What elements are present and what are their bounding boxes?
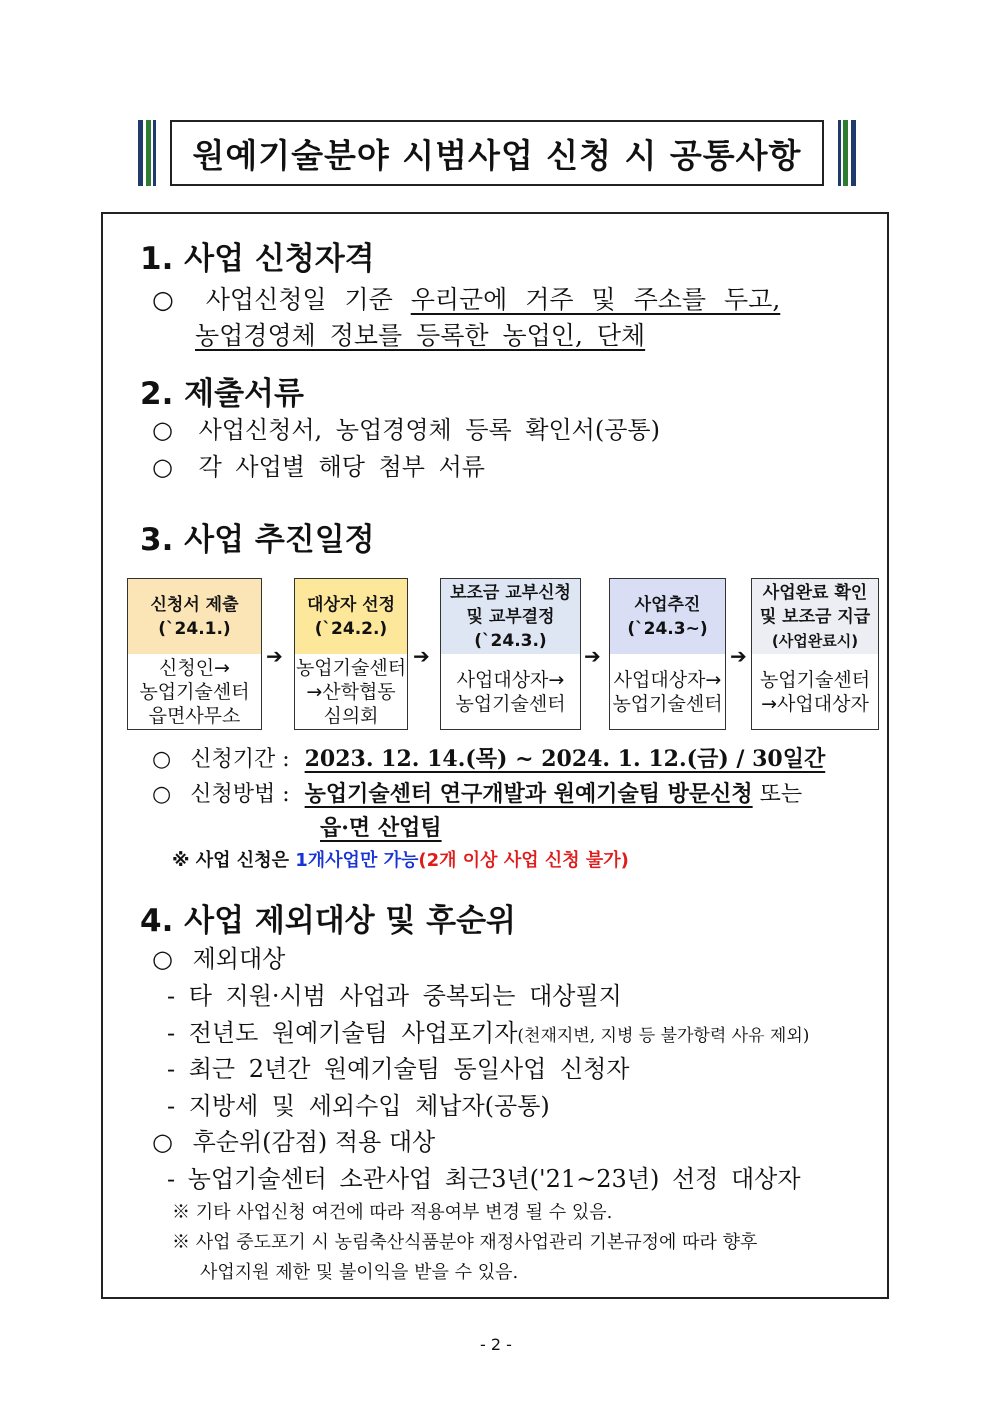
period-line: [152, 742, 825, 773]
s4-ex3: - 최근 2년간 원예기술팀 동일사업 신청자: [167, 1055, 630, 1083]
s2-item1: [152, 410, 660, 445]
flow-step-3-date: (`24.3.): [474, 630, 547, 651]
bullet-icon: ○: [152, 1128, 173, 1156]
s4-sub1-text: 제외대상: [192, 945, 286, 973]
s4-ex2-note: (천재지변, 지병 등 불가항력 사유 제외): [517, 1026, 810, 1046]
s4-sub2-text: 후순위(감점) 적용 대상: [192, 1128, 436, 1156]
flow-step-3-body: [441, 654, 580, 729]
s4-note1: ※ 기타 사업신청 여건에 따라 적용여부 변경 될 수 있음.: [172, 1202, 613, 1223]
section1-heading: 1. 사업 신청자격: [140, 241, 375, 277]
note-red: (2개 이상 사업 신청 불가): [418, 850, 629, 871]
flow-step-5-date: (사업완료시): [771, 631, 859, 650]
flow-step-1: [127, 578, 262, 730]
s4-ex1: - 타 지원·시범 사업과 중복되는 대상필지: [167, 982, 622, 1010]
s4-ex2: [167, 1013, 809, 1048]
s4-sub2: [152, 1122, 435, 1157]
flow-step-3-desc: 사업대상자→: [456, 668, 565, 691]
arrow-icon: ➔: [730, 644, 747, 668]
flow-step-5-title: 사업완료 확인: [762, 582, 868, 603]
flow-step-3-title: 보조금 교부신청: [450, 582, 571, 603]
bullet-icon: ○: [152, 747, 172, 772]
method-line: [152, 777, 802, 808]
flow-step-2-desc: 심의회: [323, 704, 379, 727]
flow-step-4-header: [610, 579, 725, 654]
title-left-bars: [138, 120, 160, 186]
bullet-icon: ○: [152, 782, 172, 807]
flow-step-4-desc: 사업대상자→: [613, 668, 722, 691]
flow-step-2-body: [295, 654, 407, 729]
flow-step-3-desc: 농업기술센터: [455, 692, 566, 715]
s4-note2: ※ 사업 중도포기 시 농림축산식품분야 재정사업관리 기본규정에 따라 향후: [172, 1232, 758, 1253]
flow-step-1-header: [128, 579, 261, 654]
method-value-2: 읍·면 산업팀: [320, 815, 442, 841]
title-right-bars: [834, 120, 856, 186]
flow-step-1-title: 신청서 제출: [150, 594, 239, 615]
flow-step-4-date: (`24.3~): [627, 618, 708, 639]
s1-line2: 농업경영체 정보를 등록한 농업인, 단체: [195, 321, 646, 350]
s4-note2-cont: 사업지원 제한 및 불이익을 받을 수 있음.: [200, 1262, 519, 1283]
arrow-icon: ➔: [413, 644, 430, 668]
note-blue: 1개사업만 가능: [295, 850, 419, 871]
method-label: 신청방법 :: [190, 782, 290, 807]
bullet-icon: ○: [152, 453, 173, 481]
bullet-icon: ○: [152, 945, 173, 973]
flow-step-4: [609, 578, 726, 730]
flow-step-1-desc: 신청인→: [159, 656, 230, 679]
flow-step-3: [440, 578, 581, 730]
note-one-project: [172, 846, 629, 872]
title-banner: [138, 120, 856, 186]
arrow-icon: ➔: [266, 644, 283, 668]
title-box: [170, 120, 824, 186]
flow-step-5-title: 및 보조금 지급: [759, 606, 871, 627]
s1-line1-underlined: 우리군에 거주 및 주소를 두고,: [410, 285, 781, 314]
section3-heading: 3. 사업 추진일정: [140, 522, 375, 558]
flow-step-5-body: [752, 654, 878, 729]
flow-step-2-date: (`24.2.): [314, 618, 388, 639]
method-value: 농업기술센터 연구개발과 원예기술팀 방문신청: [304, 781, 753, 807]
flow-step-5-header: [752, 579, 878, 654]
page-number: - 2 -: [480, 1335, 512, 1354]
period-label: 신청기간 :: [190, 747, 290, 772]
flow-step-5-desc: 농업기술센터: [759, 668, 871, 691]
flow-step-2-desc: →산학협동: [306, 680, 396, 703]
flow-step-3-header: [441, 579, 580, 654]
flow-step-4-title: 사업추진: [634, 594, 701, 615]
s4-ex4: - 지방세 및 세외수입 체납자(공통): [167, 1092, 550, 1120]
arrow-icon: ➔: [584, 644, 601, 668]
flow-step-2-title: 대상자 선정: [306, 594, 396, 615]
flow-step-3-title: 및 교부결정: [466, 606, 555, 627]
flow-step-1-desc: 농업기술센터: [139, 680, 250, 703]
bullet-icon: ○: [152, 285, 174, 314]
flow-step-2: [294, 578, 408, 730]
flow-step-4-body: [610, 654, 725, 729]
flow-step-4-desc: 농업기술센터: [612, 692, 723, 715]
bullet-icon: ○: [152, 416, 173, 444]
period-value: 2023. 12. 14.(목) ~ 2024. 1. 12.(금) / 30일간: [304, 746, 826, 772]
note-prefix: ※ 사업 신청은: [172, 850, 296, 871]
s1-line1-plain: 사업신청일 기준: [205, 285, 411, 314]
section4-heading: 4. 사업 제외대상 및 후순위: [140, 903, 516, 939]
s4-ex2-text: - 전년도 원예기술팀 사업포기자: [167, 1019, 518, 1047]
flow-step-1-desc: 읍면사무소: [148, 704, 241, 727]
flow-step-1-date: (`24.1.): [158, 618, 231, 639]
flow-step-2-header: [295, 579, 407, 654]
s1-line1: [152, 280, 780, 316]
s4-sub1: [152, 939, 285, 974]
method-tail: 또는: [752, 782, 803, 807]
flow-step-5: [751, 578, 879, 730]
s4-ex5: - 농업기술센터 소관사업 최근3년('21~23년) 선정 대상자: [167, 1165, 801, 1193]
s2-item2-text: 각 사업별 해당 첨부 서류: [198, 453, 485, 481]
flow-step-1-body: [128, 654, 261, 729]
flow-step-5-desc: →사업대상자: [761, 692, 869, 715]
s2-item1-text: 사업신청서, 농업경영체 등록 확인서(공통): [198, 416, 660, 444]
page-title: 원예기술분야 시범사업 신청 시 공통사항: [192, 135, 802, 175]
section2-heading: 2. 제출서류: [140, 376, 304, 412]
flow-step-2-desc: 농업기술센터: [295, 656, 407, 679]
s2-item2: [152, 447, 485, 482]
